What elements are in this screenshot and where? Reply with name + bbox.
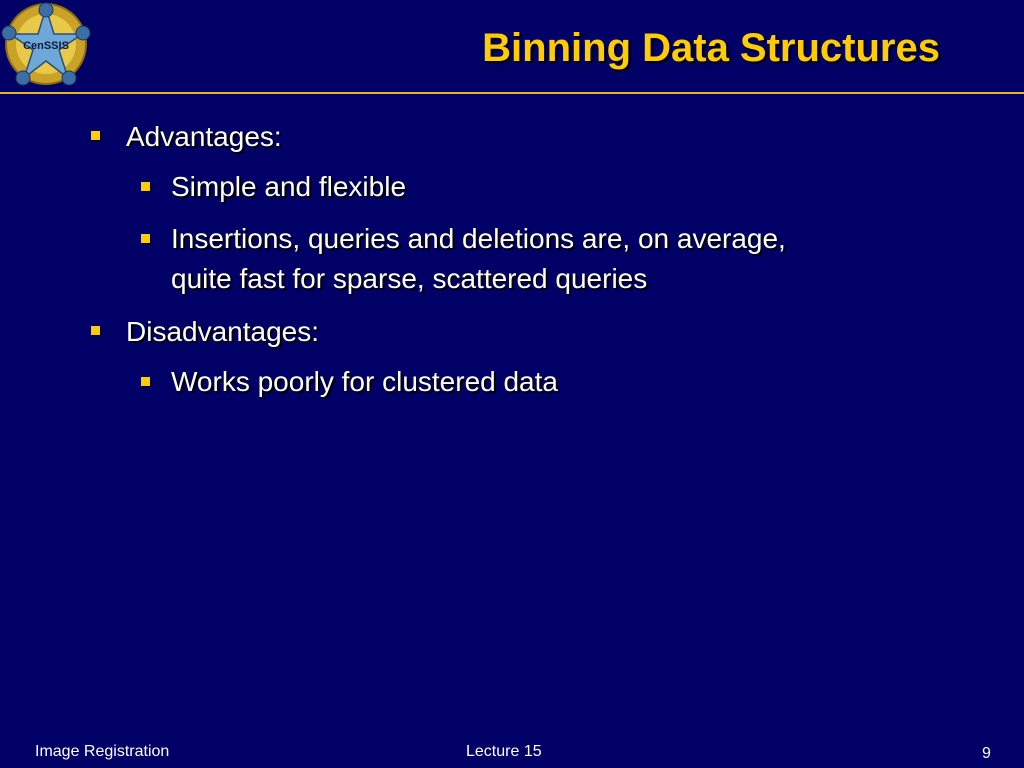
logo-text: CenSSIS [23,40,69,52]
bullet-insertions: Insertions, queries and deletions are, on average, quite fast for sparse, scattered queries [171,223,786,294]
slide-number: 9 [982,745,991,762]
bullet-marker [91,326,100,335]
bullet-marker [141,182,150,191]
slide-title: Binning Data Structures [482,26,940,70]
bullet-simple-flexible: Simple and flexible [171,171,407,202]
bullet-disadvantages: Disadvantages: [126,316,320,347]
censsis-logo [0,0,100,92]
bullet-works-poorly: Works poorly for clustered data [171,366,558,397]
title-divider [0,92,1024,94]
bullet-marker [141,234,150,243]
footer-left: Image Registration [35,743,170,760]
bullet-marker [91,131,100,140]
bullet-advantages: Advantages: [126,121,282,152]
bullet-marker [141,377,150,386]
footer-center: Lecture 15 [466,743,542,760]
